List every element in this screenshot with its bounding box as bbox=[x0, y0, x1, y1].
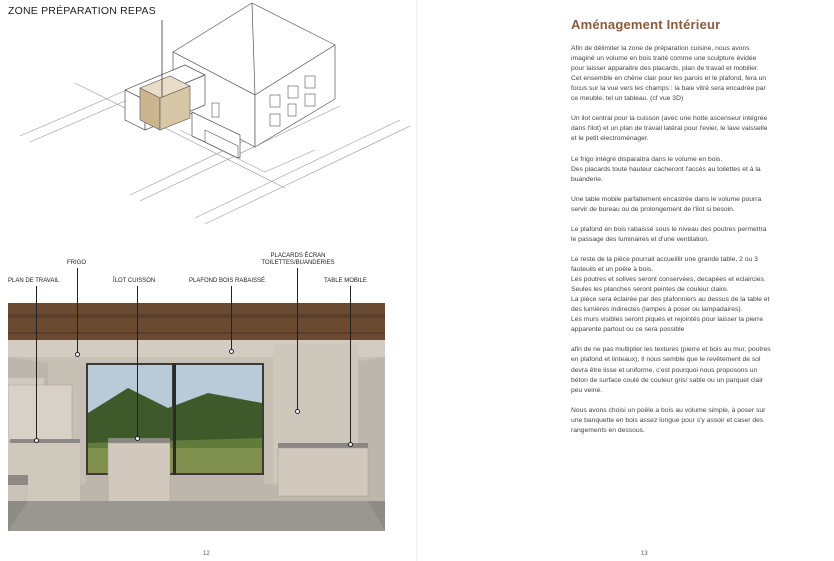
leader-placards bbox=[297, 268, 298, 411]
page-heading: Aménagement Intérieur bbox=[571, 17, 721, 32]
leader-ilot bbox=[137, 286, 138, 438]
paragraph-5: Le plafond en bois rabaissé sous le niveau des poutres permettra le passage des luminaires et d'une ventilation. bbox=[571, 225, 767, 243]
body-text bbox=[571, 44, 825, 446]
paragraph-8: Nous avons choisi un poêle a bois au volume simple, à poser sur une banquette en bois assez longue pour s'y assoir et caser des rangements en dessous. bbox=[571, 406, 766, 434]
paragraph-6: Le reste de la pièce pourrait accueillir une grande table, 2 ou 3 fauteuils et un poêle à bois. Les poutres et solives seront conservées, decapées et eclaircies. Seules les planches seront peintes de couleur claire. La pièce sera éclairée par des plafonniers au dessus de la table et des lumières indirectes (lampes à poser ou lampadaires). Les murs visibles seront piqués et rejointés pour laisser la pierre apparente partout ou ce sera possible bbox=[571, 255, 770, 334]
paragraph-1: Afin de délimiter la zone de préparation cuisine, nous avons imaginé un volume en bois traité comme une sculpture évidée pour laisser apparaitre des placards, plan de travail et mobilier. Cet ensemble en chêne clair pour les parois et le plafond, fera un focus sur la vue vers les champs : la baie vitré sera encadrée par ce meuble, tel un tableau. (cf vue 3D) bbox=[571, 45, 767, 103]
interior-render bbox=[8, 303, 385, 531]
paragraph-7: afin de ne pas multiplier les textures (pierre et bois au mur, poutres en plafond et linteaux), Il nous semble que le revêtement de sol devra être lisse et uniforme, c'est pourquoi nous proposons un béton de surface coulé de couleur gris/ sable ou un parquet clair peu veiné. bbox=[571, 346, 771, 394]
label-ilot: ÎLOT CUISSON bbox=[113, 278, 156, 284]
page-number-left: 12 bbox=[203, 551, 210, 557]
leader-frigo bbox=[77, 268, 78, 354]
leader-dot-plan-travail bbox=[34, 438, 39, 443]
leader-dot-ilot bbox=[135, 436, 140, 441]
paragraph-3: Le frigo intégré disparaitra dans le volume en bois. Des placards toute hauteur cacheront l'accès au toilettes et à la buanderie. bbox=[571, 155, 761, 183]
paragraph-2: Un ilot central pour la cuisson (avec une hotte ascenseur intégrée dans l'ilot) et un plan de travail latéral pour l'evier, le lave vaisselle et le petit electroménager. bbox=[571, 115, 768, 143]
leader-dot-plafond bbox=[229, 349, 234, 354]
label-frigo: FRIGO bbox=[67, 260, 86, 266]
label-plan-travail: PLAN DE TRAVAIL bbox=[8, 278, 60, 284]
house-volume bbox=[125, 3, 335, 158]
ceiling-beams bbox=[8, 303, 385, 340]
leader-plan-travail bbox=[36, 286, 37, 440]
leader-dot-frigo bbox=[75, 352, 80, 357]
leader-plafond bbox=[231, 286, 232, 351]
leader-dot-placards bbox=[295, 409, 300, 414]
paragraph-4: Une table mobile parfaitement encastrée dans le volume pourra servir de bureau ou de prolongement de l'ilot si besoin. bbox=[571, 195, 762, 213]
label-placards: PLACARDS ÉCRAN TOILETTES/BUANDERIES bbox=[261, 253, 335, 266]
page-number-right: 13 bbox=[641, 551, 648, 557]
label-table: TABLE MOBILE bbox=[324, 278, 367, 284]
label-plafond: PLAFOND BOIS RABAISSÉ bbox=[189, 278, 266, 284]
leader-dot-table bbox=[348, 442, 353, 447]
leader-table bbox=[350, 286, 351, 444]
axonometric-drawing bbox=[0, 0, 417, 235]
section-title: ZONE PRÉPARATION REPAS bbox=[8, 5, 156, 17]
